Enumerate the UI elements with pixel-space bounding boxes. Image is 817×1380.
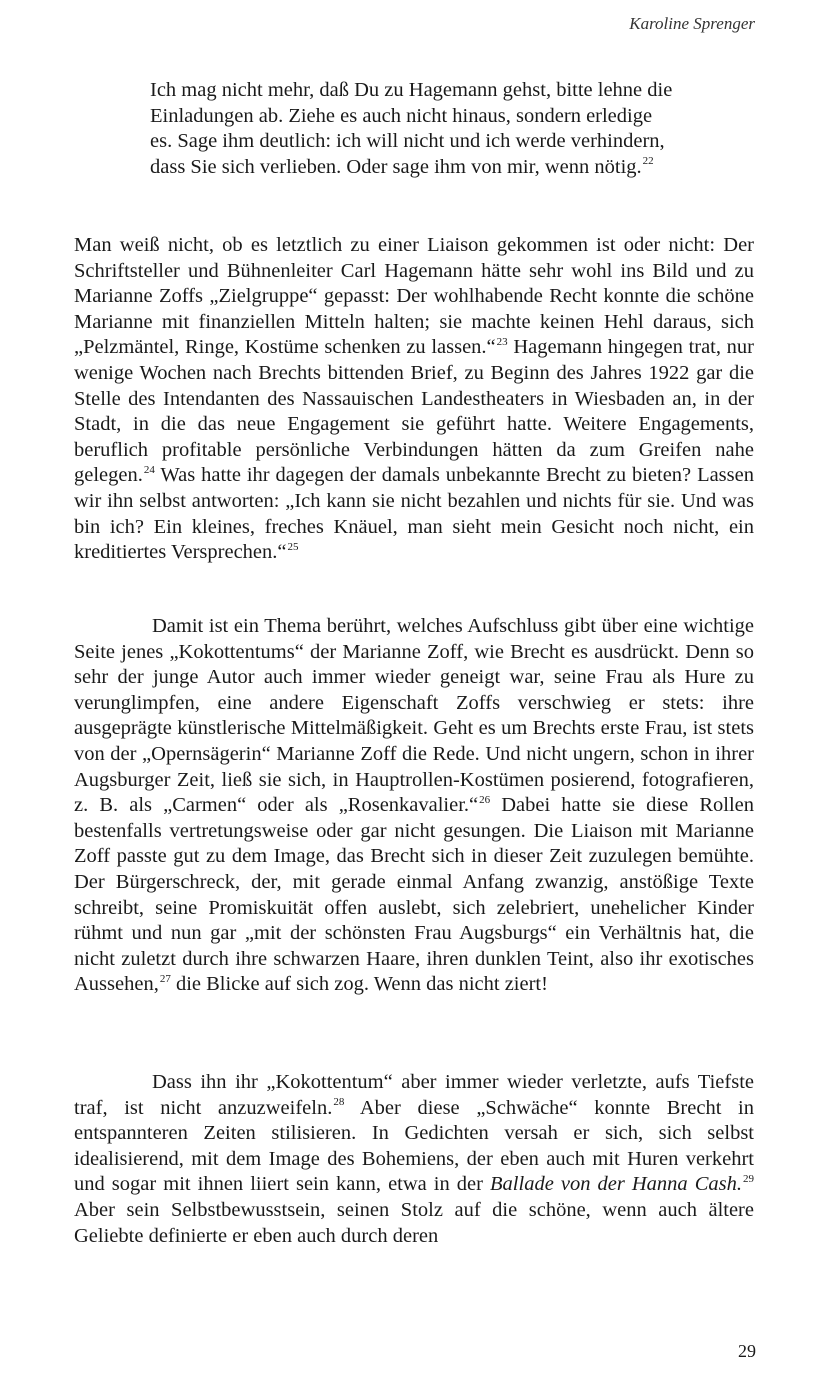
block-quote xyxy=(150,78,676,180)
paragraph-2-text-c: die Blicke auf sich zog. Wenn das nicht ziert! xyxy=(170,973,548,996)
footnote-ref-27[interactable]: 27 xyxy=(159,973,171,986)
page-number: 29 xyxy=(738,1341,756,1361)
paragraph-3-text-c: Aber sein Selbstbewusstsein, seinen Stolz auf die schöne, wenn auch ältere Geliebte definierte er eben auch durch deren xyxy=(74,1198,754,1247)
paragraph-2-text-a: Damit ist ein Thema berührt, welches Aufschluss gibt über eine wichtige Seite jenes „Kokottentums“ der Marianne Zoff, wie Brecht es ausdrückt. Denn so sehr der junge Autor auch immer wieder geneigt war, seine Frau als Hure zu verunglimpfen, eine andere Eigenschaft Zoffs verschwieg er stets: ihre ausgeprägte künstlerische Mittelmäßigkeit. Geht es um Brechts erste Frau, ist stets von der „Opernsägerin“ Marianne Zoff die Rede. Und nicht ungern, schon in ihrer Augsburger Zeit, ließ sie sich, in Hauptrollen-Kostümen posierend, fotografieren, z. B. als „Carmen“ oder als „Rosenkavalier.“ xyxy=(74,615,754,817)
paragraph-1-text-b: Hagemann hingegen trat, nur wenige Wochen nach Brechts bittenden Brief, zu Beginn des Jahres 1922 gar die Stelle des Intendanten des Nassauischen Landestheaters in Wiesbaden an, in der Stadt, in die das neue Engagement sie geführt hatte. Weitere Engagements, beruflich profitable persönliche Verbindungen hätten da zum Greifen nahe gelegen. xyxy=(74,336,754,487)
paragraph-3 xyxy=(74,1070,754,1249)
paragraph-2-text-b: Dabei hatte sie diese Rollen bestenfalls vertretungsweise oder gar nicht gesungen. Die Liaison mit Marianne Zoff passte gut zu dem Image, das Brecht sich in dieser Zeit zuzulegen bemühte. Der Bürgerschreck, der, mit gerade einmal Anfang zwanzig, anstößige Texte schreibt, seine Promiskuität offen auslebt, sich zelebriert, unehelicher Kinder rühmt und nun gar „mit der schönsten Frau Augsburgs“ ein Verhältnis hat, die nicht zuletzt durch ihre schwarzen Haare, ihren dunklen Teint, also ihr exotisches Aussehen, xyxy=(74,794,755,996)
paragraph-2 xyxy=(74,614,754,998)
footnote-ref-23[interactable]: 23 xyxy=(496,336,508,349)
work-title: Ballade von der Hanna Cash. xyxy=(490,1173,742,1196)
paragraph-1 xyxy=(74,233,754,566)
paragraph-3-text-b: Aber diese „Schwäche“ konnte Brecht in entspannteren Zeiten stilisieren. In Gedichten versah er sich, sich selbst idealisierend, mit dem Image des Bohemiens, der eben auch mit Huren verkehrt und sogar mit ihnen liiert sein kann, etwa in der xyxy=(74,1096,755,1196)
quote-text: Ich mag nicht mehr, daß Du zu Hagemann gehst, bitte lehne die Einladungen ab. Ziehe es auch nicht hinaus, sondern erledige es. Sage ihm deutlich: ich will nicht und ich werde verhindern, dass Sie sich verlieben. Oder sage ihm von mir, wenn nötig. xyxy=(150,79,673,178)
footnote-ref-24[interactable]: 24 xyxy=(143,464,155,477)
footnote-ref-28[interactable]: 28 xyxy=(333,1096,345,1109)
footnote-ref-25[interactable]: 25 xyxy=(287,540,299,553)
paragraph-1-text-c: Was hatte ihr dagegen der damals unbekannte Brecht zu bieten? Lassen wir ihn selbst antworten: „Ich kann sie nicht bezahlen und nichts für sie. Und was bin ich? Ein kleines, freches Knäuel, man sieht mein Gesicht noch nicht, ein kreditiertes Versprechen.“ xyxy=(74,464,754,564)
footnote-ref-26[interactable]: 26 xyxy=(479,793,491,806)
paragraph-3-text-a: Dass ihn ihr „Kokottentum“ aber immer wieder verletzte, aufs Tiefste traf, ist nicht anzuzweifeln. xyxy=(74,1071,754,1119)
running-head: Karoline Sprenger xyxy=(629,14,755,33)
footnote-ref-29[interactable]: 29 xyxy=(743,1173,754,1186)
paragraph-1-text-a: Man weiß nicht, ob es letztlich zu einer Liaison gekommen ist oder nicht: Der Schriftsteller und Bühnenleiter Carl Hagemann hätte sehr wohl ins Bild und zu Marianne Zoffs „Zielgruppe“ gepasst: Der wohlhabende Recht konnte die schöne Marianne mit finanziellen Mitteln halten; sie machte keinen Hehl daraus, sich „Pelzmäntel, Ringe, Kostüme schenken zu lassen.“ xyxy=(74,234,754,359)
footnote-ref-22[interactable]: 22 xyxy=(642,155,654,168)
